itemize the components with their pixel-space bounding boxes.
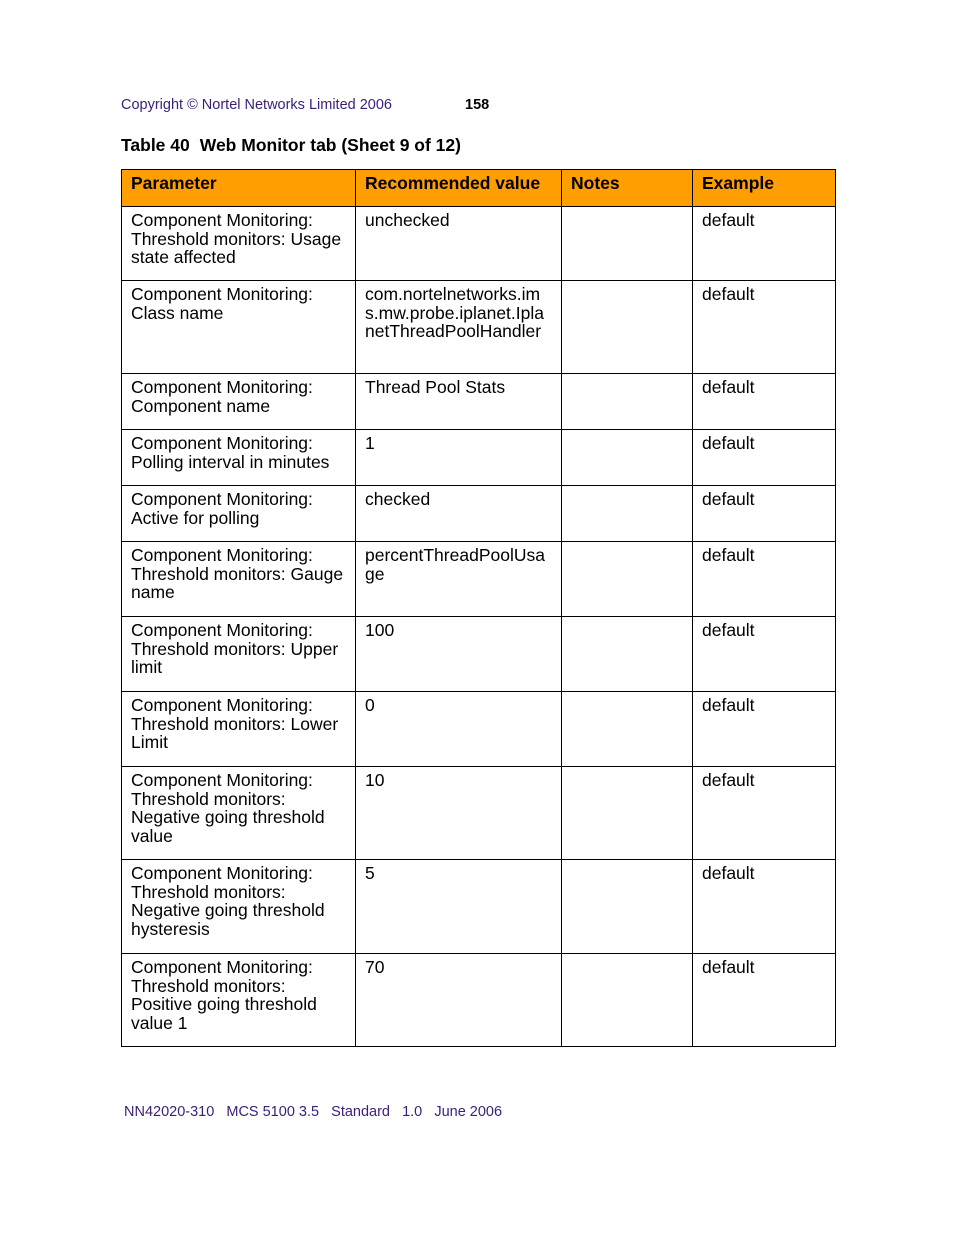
table-row xyxy=(122,374,836,430)
table-row xyxy=(122,430,836,486)
recommended-value-cell: 10 xyxy=(356,767,562,860)
recommended-value-cell: 70 xyxy=(356,954,562,1047)
parameter-cell: Component Monitoring: Component name xyxy=(122,374,356,430)
parameter-cell: Component Monitoring: Threshold monitors: Negative going threshold value xyxy=(122,767,356,860)
parameter-cell: Component Monitoring: Threshold monitors: Positive going threshold value 1 xyxy=(122,954,356,1047)
column-header-recommended-value: Recommended value xyxy=(356,170,562,207)
example-cell: default xyxy=(693,954,836,1047)
page-number: 158 xyxy=(465,97,490,113)
page-header xyxy=(121,97,490,113)
example-cell: default xyxy=(693,617,836,692)
table-label: Table 40 xyxy=(121,135,190,155)
parameter-cell: Component Monitoring: Threshold monitors: Usage state affected xyxy=(122,207,356,281)
notes-cell xyxy=(562,860,693,954)
parameter-cell: Component Monitoring: Threshold monitors: Gauge name xyxy=(122,542,356,617)
web-monitor-table xyxy=(121,169,836,1047)
column-header-notes: Notes xyxy=(562,170,693,207)
copyright-notice: Copyright © Nortel Networks Limited 2006 xyxy=(121,97,392,113)
recommended-value-cell: Thread Pool Stats xyxy=(356,374,562,430)
table-row xyxy=(122,281,836,374)
table-row xyxy=(122,542,836,617)
notes-cell xyxy=(562,374,693,430)
table-row xyxy=(122,486,836,542)
example-cell: default xyxy=(693,281,836,374)
example-cell: default xyxy=(693,767,836,860)
example-cell: default xyxy=(693,486,836,542)
example-cell: default xyxy=(693,692,836,767)
column-header-parameter: Parameter xyxy=(122,170,356,207)
table-title xyxy=(121,135,461,156)
table-row xyxy=(122,692,836,767)
recommended-value-cell: checked xyxy=(356,486,562,542)
example-cell: default xyxy=(693,374,836,430)
example-cell: default xyxy=(693,542,836,617)
example-cell: default xyxy=(693,430,836,486)
parameter-cell: Component Monitoring: Threshold monitors: Lower Limit xyxy=(122,692,356,767)
notes-cell xyxy=(562,486,693,542)
parameter-cell: Component Monitoring: Active for polling xyxy=(122,486,356,542)
recommended-value-cell: com.nortelnetworks.ims.mw.probe.iplanet.IplanetThreadPoolHandler xyxy=(356,281,562,374)
recommended-value-cell: percentThreadPoolUsage xyxy=(356,542,562,617)
notes-cell xyxy=(562,281,693,374)
example-cell: default xyxy=(693,207,836,281)
table-row xyxy=(122,860,836,954)
parameter-cell: Component Monitoring: Polling interval in minutes xyxy=(122,430,356,486)
example-cell: default xyxy=(693,860,836,954)
parameter-cell: Component Monitoring: Class name xyxy=(122,281,356,374)
recommended-value-cell: 5 xyxy=(356,860,562,954)
recommended-value-cell: 0 xyxy=(356,692,562,767)
notes-cell xyxy=(562,954,693,1047)
recommended-value-cell: unchecked xyxy=(356,207,562,281)
notes-cell xyxy=(562,430,693,486)
recommended-value-cell: 100 xyxy=(356,617,562,692)
parameter-cell: Component Monitoring: Threshold monitors: Upper limit xyxy=(122,617,356,692)
notes-cell xyxy=(562,767,693,860)
table-row xyxy=(122,617,836,692)
table-row xyxy=(122,207,836,281)
parameter-cell: Component Monitoring: Threshold monitors: Negative going threshold hysteresis xyxy=(122,860,356,954)
notes-cell xyxy=(562,617,693,692)
table-row xyxy=(122,767,836,860)
table-header-row xyxy=(122,170,836,207)
notes-cell xyxy=(562,692,693,767)
table-caption: Web Monitor tab (Sheet 9 of 12) xyxy=(199,135,461,155)
table-row xyxy=(122,954,836,1047)
page-footer: NN42020-310 MCS 5100 3.5 Standard 1.0 June 2006 xyxy=(124,1104,503,1120)
recommended-value-cell: 1 xyxy=(356,430,562,486)
notes-cell xyxy=(562,207,693,281)
notes-cell xyxy=(562,542,693,617)
column-header-example: Example xyxy=(693,170,836,207)
